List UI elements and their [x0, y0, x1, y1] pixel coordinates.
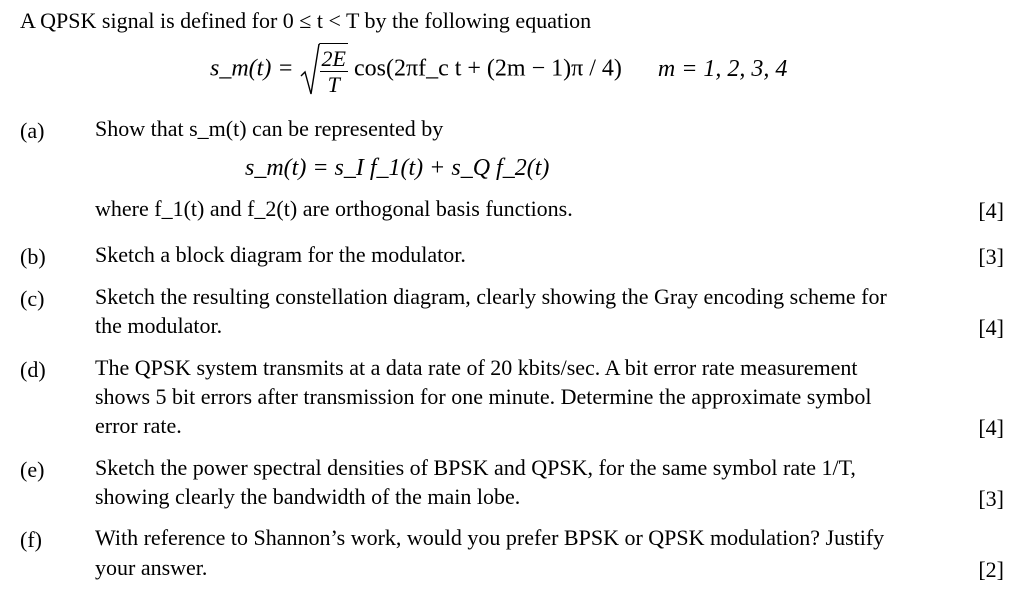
fraction-numerator: 2E	[321, 45, 346, 71]
question-a-equation: s_m(t) = s_I f_1(t) + s_Q f_2(t)	[245, 155, 550, 181]
question-e-label: (e)	[20, 457, 45, 482]
question-c-marks: [4]	[978, 315, 1004, 340]
main-equation	[210, 42, 787, 98]
question-b-label: (b)	[20, 244, 46, 269]
question-b-marks: [3]	[978, 244, 1004, 269]
question-f-line1: With reference to Shannon’s work, would you prefer BPSK or QPSK modulation? Justify	[95, 525, 885, 550]
equation-rhs: cos(2πf_c t + (2m − 1)π / 4)	[353, 55, 622, 82]
question-a-marks: [4]	[978, 198, 1004, 223]
question-e-marks: [3]	[978, 486, 1004, 511]
question-d-label: (d)	[20, 357, 46, 382]
fraction-denominator: T	[327, 72, 340, 97]
question-f-label: (f)	[20, 527, 42, 552]
question-d-line3: error rate.	[95, 413, 182, 438]
question-d-line2: shows 5 bit errors after transmission for one minute. Determine the approximate symbol	[95, 384, 872, 409]
question-b-line1: Sketch a block diagram for the modulator.	[95, 242, 466, 267]
question-d-marks: [4]	[978, 415, 1004, 440]
question-a-line2: where f_1(t) and f_2(t) are orthogonal basis functions.	[95, 196, 573, 221]
question-c-line1: Sketch the resulting constellation diagram, clearly showing the Gray encoding scheme for	[95, 284, 887, 309]
question-f-line2: your answer.	[95, 555, 208, 580]
question-a-line1: Show that s_m(t) can be represented by	[95, 116, 444, 141]
sqrt-fraction	[320, 43, 348, 98]
equation-m-values: m = 1, 2, 3, 4	[657, 55, 788, 82]
sqrt-icon	[300, 42, 320, 98]
intro-text: A QPSK signal is defined for 0 ≤ t < T by the following equation	[20, 8, 592, 33]
question-f-marks: [2]	[978, 557, 1004, 582]
question-e-line1: Sketch the power spectral densities of BPSK and QPSK, for the same symbol rate 1/T,	[95, 455, 856, 480]
question-e-line2: showing clearly the bandwidth of the main lobe.	[95, 484, 521, 509]
question-a-label: (a)	[20, 118, 45, 143]
sqrt-term	[300, 42, 348, 98]
question-c-label: (c)	[20, 286, 45, 311]
question-c-line2: the modulator.	[95, 313, 223, 338]
question-d-line1: The QPSK system transmits at a data rate of 20 kbits/sec. A bit error rate measurement	[95, 355, 858, 380]
equation-lhs: s_m(t) =	[210, 55, 294, 82]
